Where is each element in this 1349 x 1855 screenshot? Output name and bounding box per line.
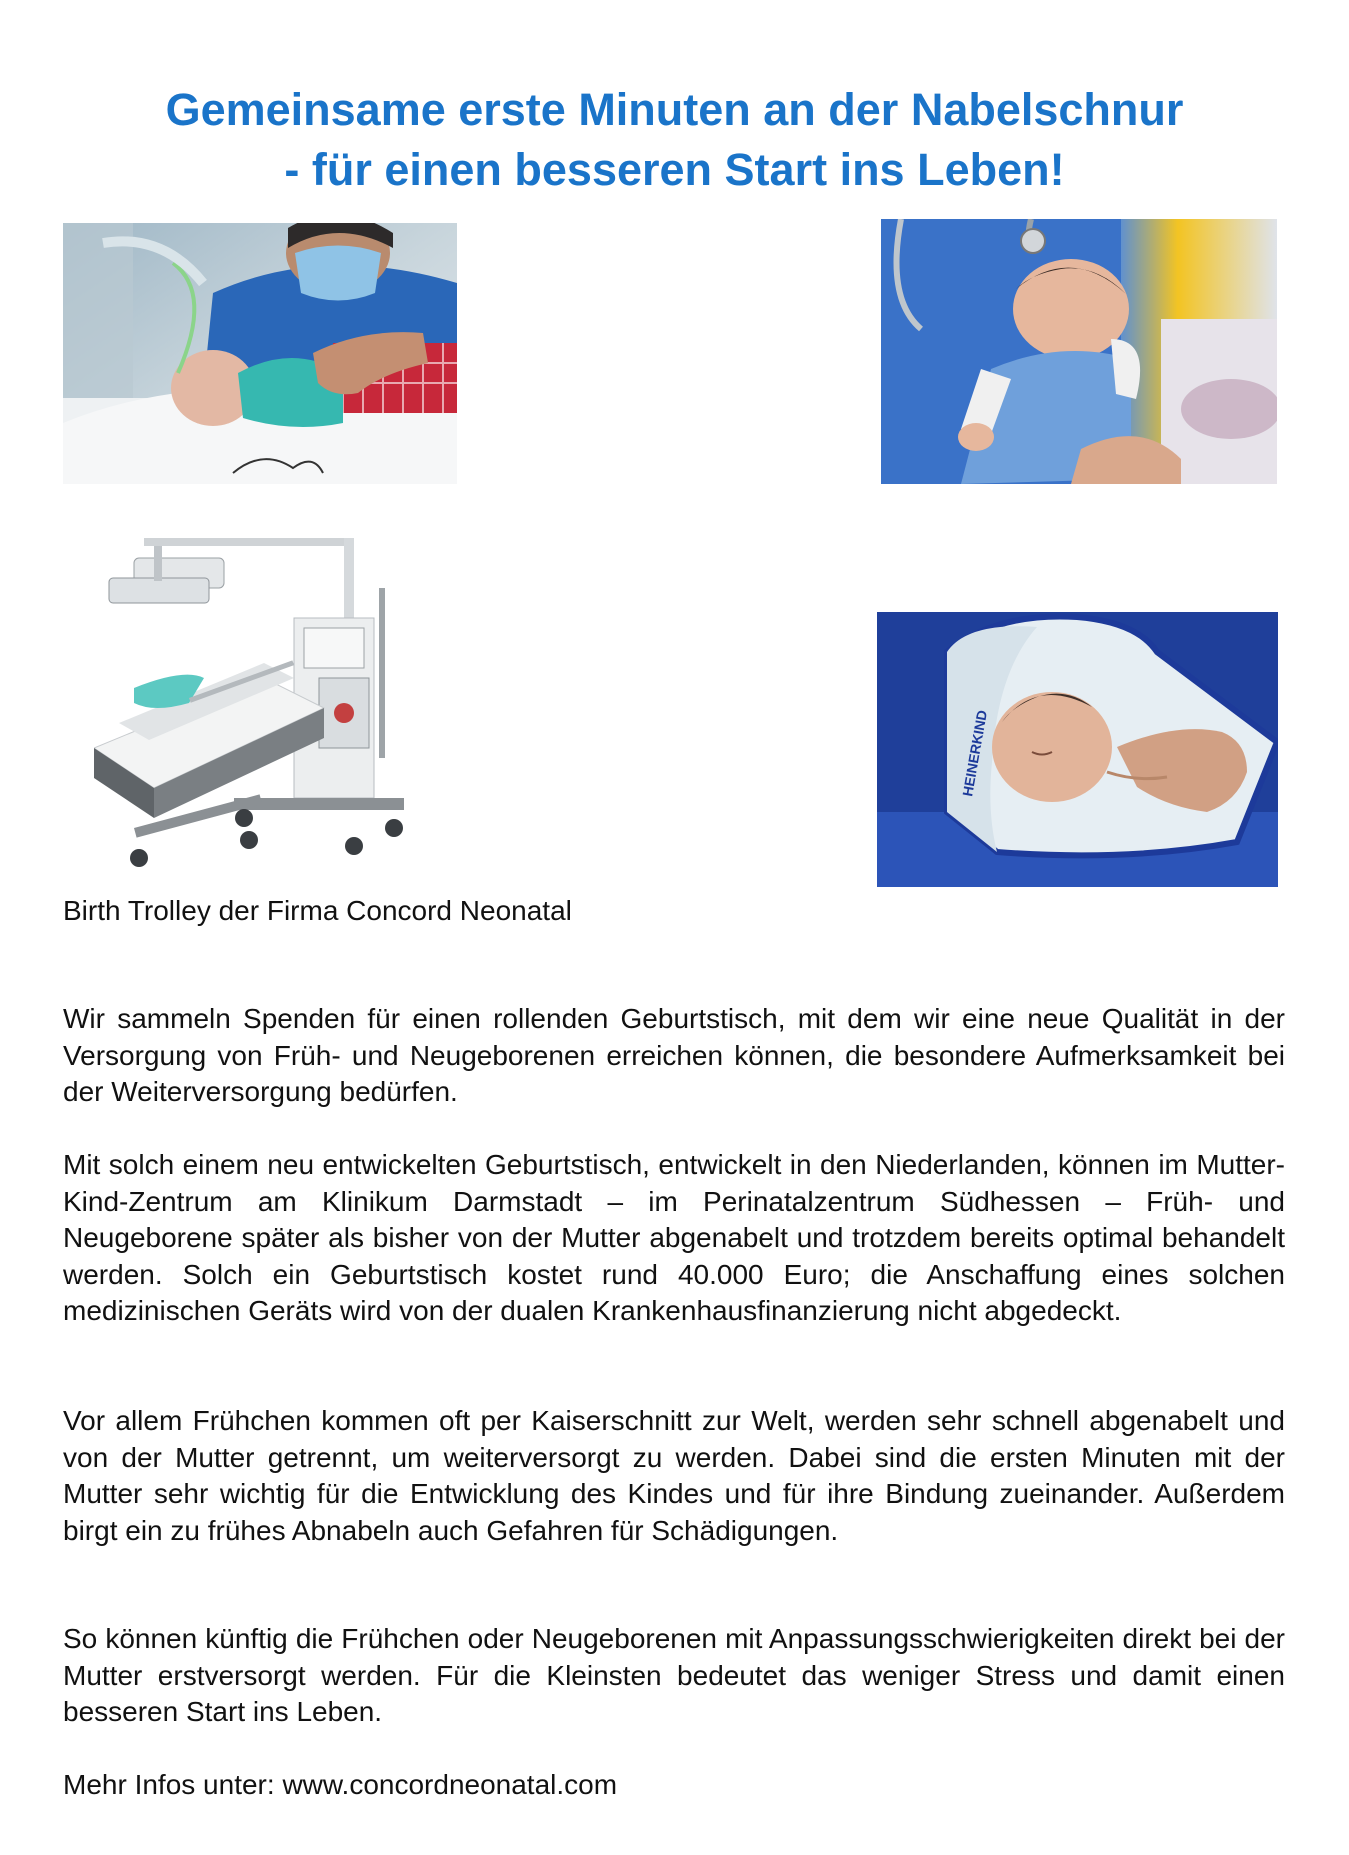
- paragraph-premature-babies: Vor allem Frühchen kommen oft per Kaiserschnitt zur Welt, werden sehr schnell abgenabelt und von der Mutter getrennt, um weiterversorgt zu werden. Dabei sind die ersten Minuten mit der Mutter sehr wichtig für die Entwicklung des Kindes und für ihre Bindung zueinander. Außerdem birgt ein zu frühes Abnabeln auch Gefahren für Schädigungen.: [63, 1405, 1285, 1546]
- more-info-line: [63, 1767, 617, 1803]
- more-info-label: Mehr Infos unter:: [63, 1769, 275, 1800]
- paragraph-donations: Wir sammeln Spenden für einen rollenden Geburtstisch, mit dem wir eine neue Qualität in der Versorgung von Früh- und Neugeborenen erreichen können, die besondere Aufmerksamkeit bei der Weiterversorgung bedürfen.: [63, 1003, 1285, 1107]
- paragraph-future-care: So können künftig die Frühchen oder Neugeborenen mit Anpassungsschwierigkeiten direkt bei der Mutter erstversorgt werden. Für die Kleinsten bedeutet das weniger Stress und damit einen besseren Start ins Leben.: [63, 1623, 1285, 1727]
- baby-in-towel-photo: [877, 612, 1278, 887]
- nurse-with-premature-baby-photo: [63, 223, 457, 484]
- paragraph-birth-table: Mit solch einem neu entwickelten Geburtstisch, entwickelt in den Niederlanden, können im Mutter-Kind-Zentrum am Klinikum Darmstadt – im Perinatalzentrum Südhessen – Früh- und Neugeborene später als bisher von der Mutter abgenabelt und trotzdem bereits optimal behandelt werden. Solch ein Geburtstisch kostet rund 40.000 Euro; die Anschaffung eines solchen medizinischen Geräts wird von der dualen Krankenhausfinanzierung nicht abgedeckt.: [63, 1149, 1285, 1326]
- birth-trolley-device-photo: [94, 528, 412, 874]
- page-title: [0, 80, 1349, 200]
- title-line-2: - für einen besseren Start ins Leben!: [284, 144, 1065, 195]
- title-line-1: Gemeinsame erste Minuten an der Nabelschnur: [165, 84, 1184, 135]
- nurse-holding-newborn-photo: [881, 219, 1277, 484]
- birth-trolley-caption: Birth Trolley der Firma Concord Neonatal: [63, 895, 572, 926]
- towel-brand-text: HEINERKIND: [959, 708, 991, 798]
- more-info-link[interactable]: www.concordneonatal.com: [282, 1769, 618, 1800]
